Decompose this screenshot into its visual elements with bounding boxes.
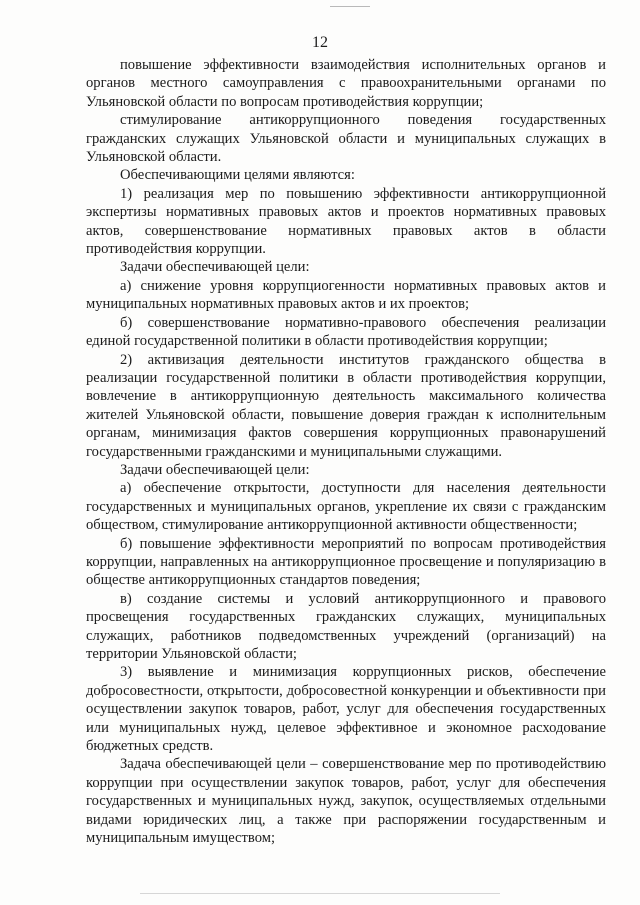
paragraph: стимулирование антикоррупционного поведения государственных гражданских служащих Ульяновской области и муниципальных служащих в Ульяновской области.: [86, 112, 606, 166]
scan-artifact-bottom: [140, 893, 500, 894]
paragraph: б) повышение эффективности мероприятий по вопросам противодействия коррупции, направленных на антикоррупционное просвещение и популяризацию в обществе антикоррупционных стандартов поведения;: [86, 535, 606, 589]
paragraph: Задачи обеспечивающей цели:: [120, 259, 310, 276]
paragraph: Обеспечивающими целями являются:: [120, 167, 355, 184]
paragraph: 2) активизация деятельности институтов гражданского общества в реализации государственной политики в области противодействия коррупции, вовлечение в антикоррупционную деятельность максимального количества жителей Ульяновской области, повышение доверия граждан к исполнительным органам, минимизация фактов совершения коррупционных правонарушений государственными гражданскими и муниципальными служащими.: [86, 351, 606, 460]
paragraph: а) обеспечение открытости, доступности для населения деятельности государственных и муниципальных органов, укрепление их связи с гражданским обществом, стимулирование антикоррупционной активности общественности;: [86, 480, 606, 534]
scan-artifact-top: [330, 6, 370, 7]
paragraph: Задача обеспечивающей цели – совершенствование мер по противодействию коррупции при осуществлении закупок товаров, работ, услуг для обеспечения государственных и муниципальных нужд, закупок, осуществляемых отдельными видами юридических лиц, а также при распоряжении государственным и муниципальным имуществом;: [86, 756, 606, 847]
paragraph: 1) реализация мер по повышению эффективности антикоррупционной экспертизы нормативных правовых актов и проектов нормативных правовых актов, совершенствование нормативных правовых актов в области противодействия коррупции.: [86, 185, 606, 258]
paragraph: повышение эффективности взаимодействия исполнительных органов и органов местного самоуправления с правоохранительными органами по Ульяновской области по вопросам противодействия коррупции;: [86, 57, 606, 110]
paragraph: а) снижение уровня коррупциогенности нормативных правовых актов и муниципальных нормативных правовых актов и их проектов;: [86, 277, 606, 313]
paragraph: б) совершенствование нормативно-правового обеспечения реализации единой государственной политики в области противодействия коррупции;: [86, 314, 606, 350]
document-body: [86, 56, 606, 847]
paragraph: Задачи обеспечивающей цели:: [120, 461, 310, 478]
paragraph: в) создание системы и условий антикоррупционного и правового просвещения государственных гражданских служащих, муниципальных служащих, работников подведомственных учреждений (организаций) на территории Ульяновской области;: [86, 590, 606, 662]
page-number: 12: [312, 34, 328, 51]
paragraph: 3) выявление и минимизация коррупционных рисков, обеспечение добросовестности, открытости, добросовестной конкуренции и объективности при осуществлении закупок товаров, работ, услуг для обеспечения государственных или муниципальных нужд, целевое эффективное и экономное расходование бюджетных средств.: [86, 664, 606, 755]
